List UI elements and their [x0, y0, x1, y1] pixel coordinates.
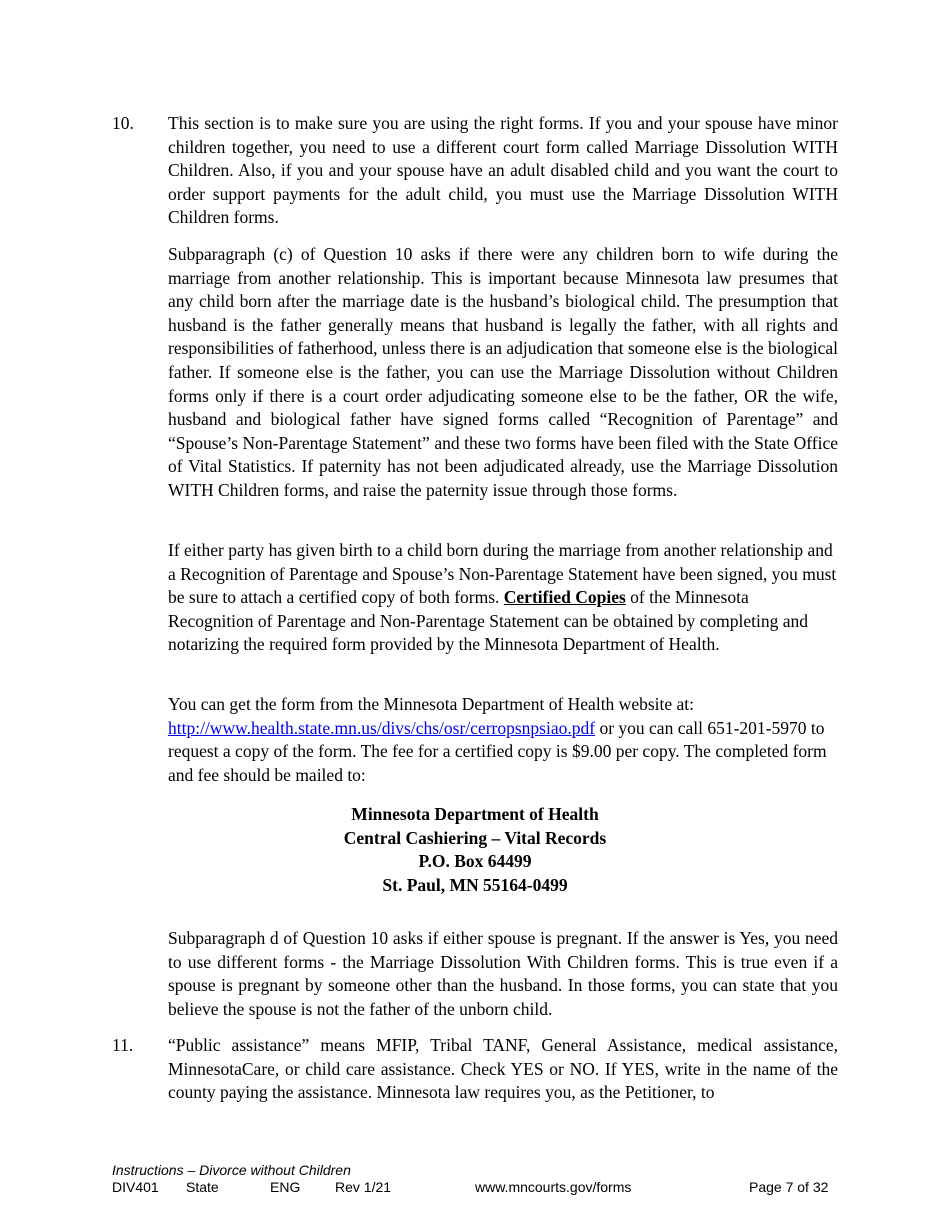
footer-language: ENG: [270, 1179, 301, 1195]
item-10-paragraph-website: [168, 693, 838, 787]
address-line-4: St. Paul, MN 55164-0499: [382, 874, 568, 895]
certified-copies-text-before: If either party has given birth to a child born during the marriage from another relationship and a Recognition of Parentage and Spouse’s Non-Parentage Statement have been signed, you must be sure to attach a certified copy of both forms.: [168, 540, 837, 608]
website-text-after-link: or you can call 651-201-5970 to request a copy of the form. The fee for a certified copy is $9.00 per copy. The completed form and fee should be mailed to:: [168, 717, 827, 785]
certified-copies-emphasis: Certified Copies: [503, 587, 626, 608]
item-10-paragraph-1: This section is to make sure you are using the right forms. If you and your spouse have minor children together, you need to use a different court form called Marriage Dissolution WITH Children. Also, if you and your spouse have an adult disabled child and you want the court to order support payments for the adult child, you must use the Marriage Dissolution WITH Children forms.: [168, 113, 838, 228]
footer-type: State: [186, 1179, 219, 1195]
page-footer: [112, 1162, 842, 1196]
address-line-1: Minnesota Department of Health: [351, 804, 599, 824]
footer-title: Instructions – Divorce without Children: [112, 1162, 351, 1178]
address-line-2: Central Cashiering – Vital Records: [343, 827, 607, 848]
item-number-10: 10.: [112, 113, 134, 133]
address-line-3: P.O. Box 64499: [418, 851, 532, 872]
certified-copies-text-after: of the Minnesota Recognition of Parentage and Non-Parentage Statement can be obtained by completing and notarizing the required form provided by the Minnesota Department of Health.: [168, 587, 809, 655]
health-department-form-link[interactable]: http://www.health.state.mn.us/divs/chs/osr/cerropsnpsiao.pdf: [168, 717, 596, 738]
mailing-address: [168, 803, 782, 897]
website-intro-text: You can get the form from the Minnesota Department of Health website at:: [168, 694, 694, 714]
item-10-paragraph-subparagraph-d: Subparagraph d of Question 10 asks if either spouse is pregnant. If the answer is Yes, you need to use different forms - the Marriage Dissolution With Children forms. This is true even if a spouse is pregnant by someone other than the husband. In those forms, you can state that you believe the spouse is not the father of the unborn child.: [168, 928, 838, 1019]
footer-revision: Rev 1/21: [335, 1179, 392, 1195]
footer-form-id: DIV401: [112, 1179, 159, 1195]
item-10-paragraph-certified-copies: [168, 539, 838, 657]
footer-info-row: [112, 1179, 842, 1196]
footer-website: www.mncourts.gov/forms: [475, 1179, 632, 1195]
footer-page-number: Page 7 of 32: [749, 1179, 829, 1195]
item-10-paragraph-subparagraph-c: Subparagraph (c) of Question 10 asks if there were any children born to wife during the marriage from another relationship. This is important because Minnesota law presumes that any child born after the marriage date is the husband’s biological child. The presumption that husband is the father generally means that husband is legally the father, with all rights and responsibilities of fatherhood, unless there is an adjudication that someone else is the biological father. If someone else is the father, you can use the Marriage Dissolution without Children forms only if there is a court order adjudicating someone else to be the father, OR the wife, husband and biological father have signed forms called “Recognition of Parentage” and “Spouse’s Non-Parentage Statement” and these two forms have been filed with the State Office of Vital Statistics. If paternity has not been adjudicated already, use the Marriage Dissolution WITH Children forms, and raise the paternity issue through those forms.: [168, 244, 838, 500]
item-11-paragraph: “Public assistance” means MFIP, Tribal TANF, General Assistance, medical assistance, MinnesotaCare, or child care assistance. Check YES or NO. If YES, write in the name of the county paying the assistance. Minnesota law requires you, as the Petitioner, to: [168, 1035, 838, 1103]
item-number-11: 11.: [112, 1035, 134, 1055]
